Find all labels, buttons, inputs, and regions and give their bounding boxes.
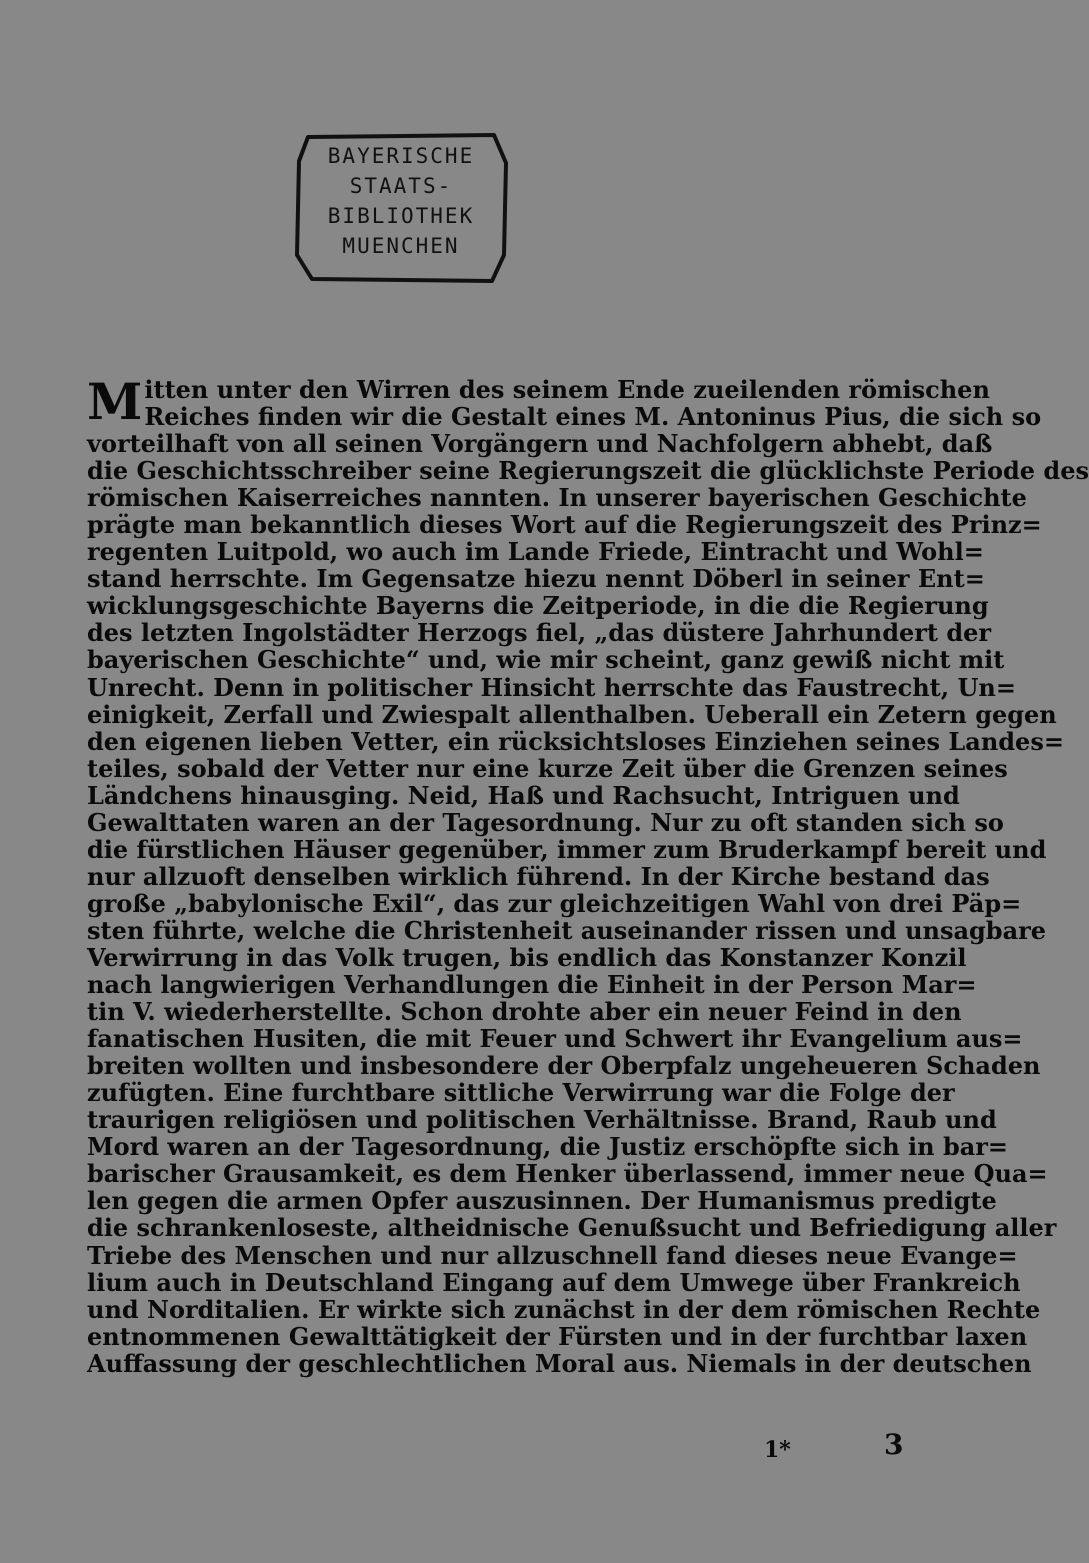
signature-mark: 1* bbox=[764, 1437, 791, 1463]
text-line: sten führte, welche die Christenheit auseinander rissen und unsagbare bbox=[87, 915, 1047, 945]
text-line: traurigen religiösen und politischen Verhältnisse. Brand, Raub und bbox=[87, 1105, 997, 1135]
text-line: des letzten Ingolstädter Herzogs fiel, „das düstere Jahrhundert der bbox=[87, 618, 992, 648]
library-stamp bbox=[294, 133, 508, 283]
text-line: Ländchens hinausging. Neid, Haß und Rachsucht, Intriguen und bbox=[87, 780, 960, 810]
text-line: Triebe des Menschen und nur allzuschnell fand dieses neue Evange= bbox=[87, 1240, 1018, 1270]
stamp-line: BAYERISCHE bbox=[327, 144, 475, 168]
text-line: wicklungsgeschichte Bayerns die Zeitperiode, in die die Regierung bbox=[87, 591, 989, 621]
text-line: und Norditalien. Er wirkte sich zunächst in der dem römischen Rechte bbox=[87, 1294, 1041, 1324]
text-line: barischer Grausamkeit, es dem Henker überlassend, immer neue Qua= bbox=[87, 1159, 1048, 1189]
text-line: stand herrschte. Im Gegensatze hiezu nennt Döberl in seiner Ent= bbox=[87, 564, 985, 594]
text-line: teiles, sobald der Vetter nur eine kurze Zeit über die Grenzen seines bbox=[87, 753, 1008, 783]
text-line: die schrankenloseste, altheidnische Genußsucht und Befriedigung aller bbox=[87, 1213, 1057, 1243]
text-line: Mord waren an der Tagesordnung, die Justiz erschöpfte sich in bar= bbox=[87, 1132, 1009, 1162]
text-line: vorteilhaft von all seinen Vorgängern und Nachfolgern abhebt, daß bbox=[87, 429, 993, 459]
stamp-line: MUENCHEN bbox=[342, 234, 460, 258]
text-line: die Geschichtsschreiber seine Regierungszeit die glücklichste Periode des bbox=[87, 456, 1089, 486]
drop-initial: M bbox=[87, 372, 143, 431]
text-line: nur allzuoft denselben wirklich führend. In der Kirche bestand das bbox=[87, 861, 990, 891]
text-line: entnommenen Gewalttätigkeit der Fürsten und in der furchtbar laxen bbox=[87, 1321, 1028, 1351]
text-line: bayerischen Geschichte“ und, wie mir scheint, ganz gewiß nicht mit bbox=[87, 645, 1005, 675]
text-line: lium auch in Deutschland Eingang auf dem Umwege über Frankreich bbox=[87, 1267, 1021, 1297]
text-line: Verwirrung in das Volk trugen, bis endlich das Konstanzer Konzil bbox=[87, 942, 967, 972]
text-line: Unrecht. Denn in politischer Hinsicht herrschte das Faustrecht, Un= bbox=[87, 672, 1016, 702]
text-line: Auffassung der geschlechtlichen Moral aus. Niemals in der deutschen bbox=[87, 1348, 1032, 1378]
text-line: Reiches finden wir die Gestalt eines M. Antoninus Pius, die sich so bbox=[144, 402, 1042, 432]
body-text bbox=[87, 372, 1089, 1378]
text-line: breiten wollten und insbesondere der Oberpfalz ungeheueren Schaden bbox=[87, 1051, 1041, 1081]
text-line: prägte man bekanntlich dieses Wort auf die Regierungszeit des Prinz= bbox=[87, 510, 1042, 540]
text-line: einigkeit, Zerfall und Zwiespalt allenthalben. Ueberall ein Zetern gegen bbox=[87, 699, 1057, 729]
text-line: den eigenen lieben Vetter, ein rücksichtsloses Einziehen seines Landes= bbox=[87, 726, 1064, 756]
stamp-line: BIBLIOTHEK bbox=[327, 204, 475, 228]
text-line: tin V. wiederherstellte. Schon drohte aber ein neuer Feind in den bbox=[87, 997, 962, 1027]
text-line: große „babylonische Exil“, das zur gleichzeitigen Wahl von drei Päp= bbox=[87, 888, 1022, 918]
text-line: itten unter den Wirren des seinem Ende zueilenden römischen bbox=[144, 375, 990, 404]
text-line: zufügten. Eine furchtbare sittliche Verwirrung war die Folge der bbox=[87, 1078, 955, 1108]
text-line: fanatischen Husiten, die mit Feuer und Schwert ihr Evangelium aus= bbox=[87, 1024, 1023, 1054]
text-line: regenten Luitpold, wo auch im Lande Friede, Eintracht und Wohl= bbox=[87, 537, 984, 567]
text-line: len gegen die armen Opfer auszusinnen. Der Humanismus predigte bbox=[87, 1186, 997, 1216]
stamp-line: STAATS- bbox=[349, 174, 453, 198]
text-line: nach langwierigen Verhandlungen die Einheit in der Person Mar= bbox=[87, 970, 977, 1000]
text-line: Gewalttaten waren an der Tagesordnung. Nur zu oft standen sich so bbox=[87, 807, 1004, 837]
text-line: römischen Kaiserreiches nannten. In unserer bayerischen Geschichte bbox=[87, 483, 1027, 513]
page-number: 3 bbox=[884, 1428, 904, 1461]
text-line: die fürstlichen Häuser gegenüber, immer zum Bruderkampf bereit und bbox=[87, 834, 1047, 864]
stamp-text bbox=[294, 141, 508, 261]
